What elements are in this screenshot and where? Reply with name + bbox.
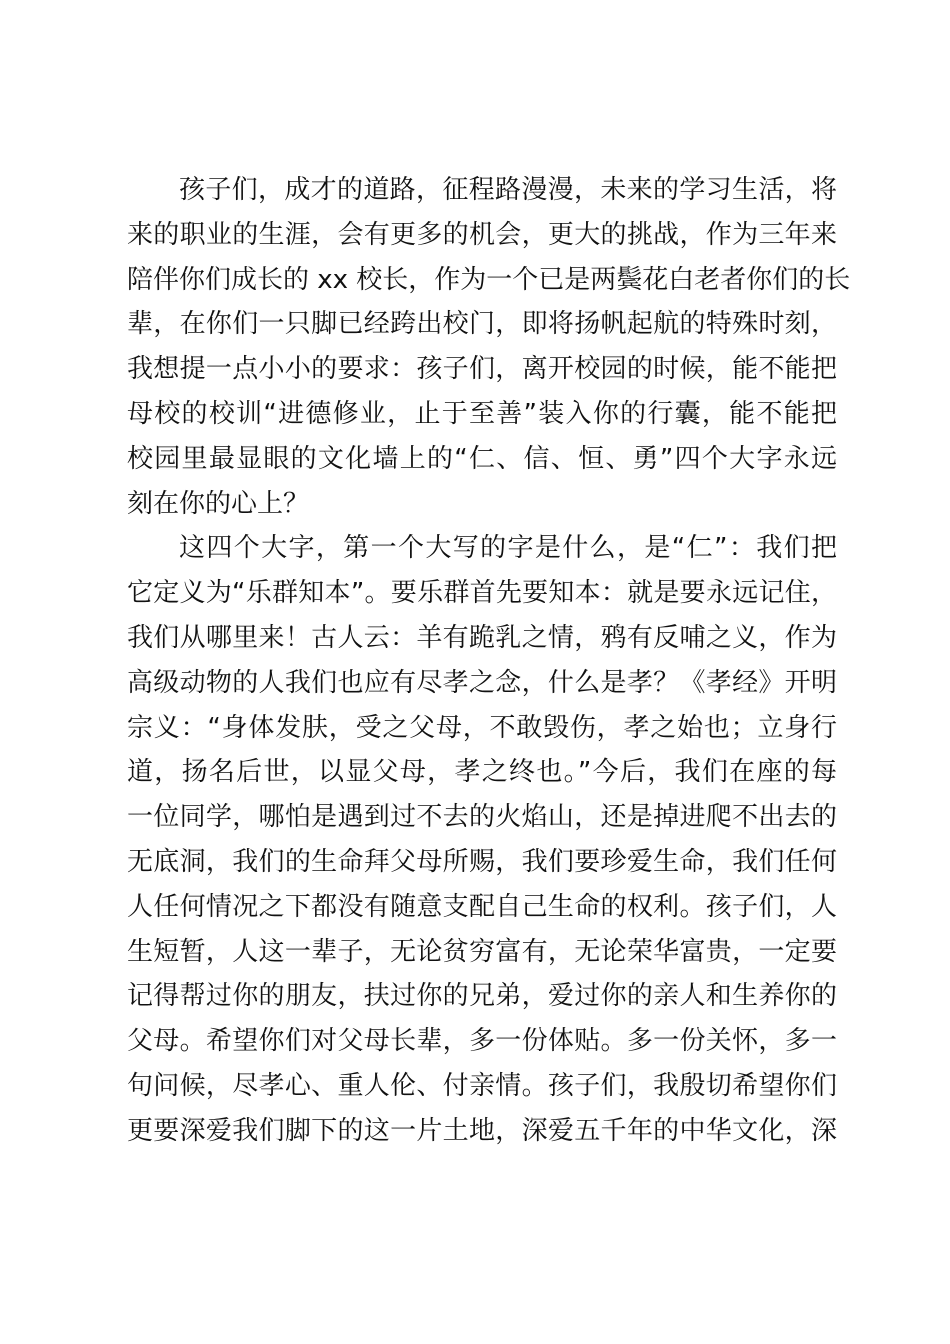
text-line: 生短暂，人这一辈子，无论贫穷富有，无论荣华富贵，一定要 (127, 936, 837, 967)
text-line: 人任何情况之下都没有随意支配自己生命的权利。孩子们，人 (127, 891, 837, 922)
text-line: 道，扬名后世，以显父母，孝之终也。”今后，我们在座的每 (127, 757, 837, 788)
text-line: 校园里最显眼的文化墙上的“仁、信、恒、勇”四个大字永远 (127, 443, 837, 474)
text-line: 来的职业的生涯，会有更多的机会，更大的挑战，作为三年来 (127, 219, 837, 250)
paragraph-2 (127, 526, 837, 1153)
paragraph-1 (127, 168, 851, 526)
text-line: 更要深爱我们脚下的这一片土地，深爱五千年的中华文化，深 (127, 1115, 837, 1146)
text-line: 记得帮过你的朋友，扶过你的兄弟，爱过你的亲人和生养你的 (127, 981, 837, 1012)
text-line: 无底洞，我们的生命拜父母所赐，我们要珍爱生命，我们任何 (127, 846, 837, 877)
text-line: 句问候，尽孝心、重人伦、付亲情。孩子们，我殷切希望你们 (127, 1070, 837, 1101)
text-line: 刻在你的心上？ (127, 488, 310, 519)
body-text (127, 168, 851, 1154)
text-line: 孩子们，成才的道路，征程路漫漫，未来的学习生活，将 (179, 175, 837, 205)
text-line: 我想提一点小小的要求：孩子们，离开校园的时候，能不能把 (127, 354, 837, 385)
text-line: 它定义为“乐群知本”。要乐群首先要知本：就是要永远记住， (127, 578, 837, 609)
text-line: 宗义：“身体发肤，受之父母，不敢毁伤，孝之始也；立身行 (127, 712, 837, 743)
text-line: 父母。希望你们对父母长辈，多一份体贴。多一份关怀，多一 (127, 1026, 837, 1057)
text-line: 高级动物的人我们也应有尽孝之念，什么是孝？《孝经》开明 (127, 667, 837, 698)
text-line: 母校的校训“进德修业，止于至善”装入你的行囊，能不能把 (127, 398, 837, 429)
text-line: 陪伴你们成长的 xx 校长，作为一个已是两鬓花白老者你们的长 (127, 264, 851, 295)
text-line: 这四个大字，第一个大写的字是什么，是“仁”：我们把 (179, 533, 837, 564)
text-line: 一位同学，哪怕是遇到过不去的火焰山，还是掉进爬不出去的 (127, 802, 837, 833)
text-line: 辈，在你们一只脚已经跨出校门，即将扬帆起航的特殊时刻， (127, 309, 837, 340)
text-line: 我们从哪里来！古人云：羊有跪乳之情，鸦有反哺之义，作为 (127, 622, 837, 653)
